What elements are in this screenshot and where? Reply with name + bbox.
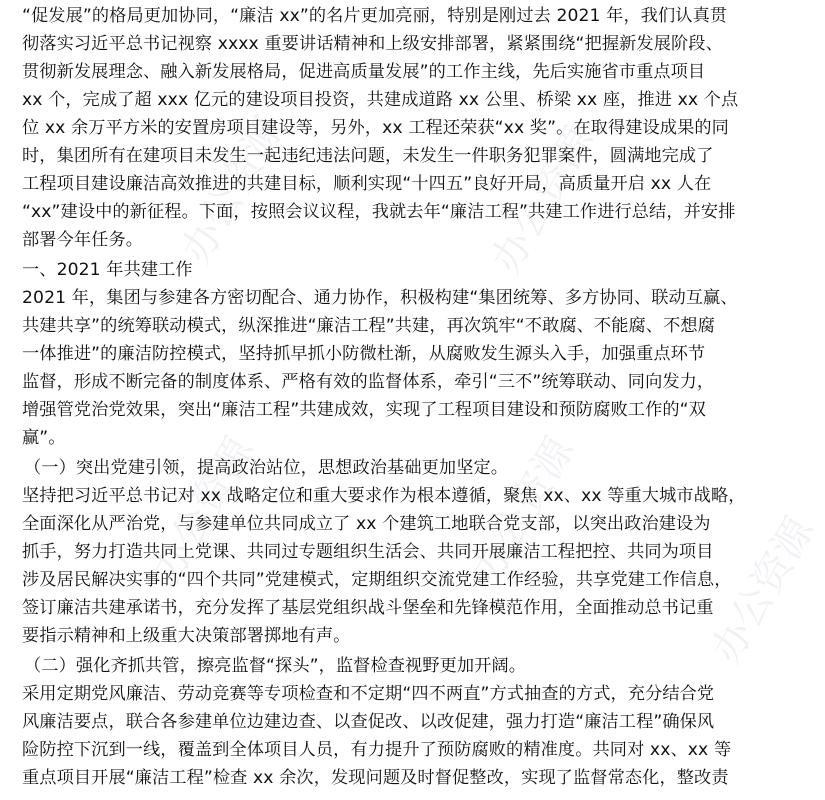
paragraph-line: 风廉洁要点，联合各参建单位边建边查、以查促改、以改促建，强力打造“廉洁工程”确保风 [22,712,715,732]
paragraph-line: 全面深化从严治党，与参建单位共同成立了 xx 个建筑工地联合党支部，以突出政治建设为 [22,514,711,534]
paragraph-line: 部署今年任务。 [22,230,144,250]
paragraph-line: 签订廉洁共建承诺书，充分发挥了基层党组织战斗堡垒和先锋模范作用，全面推动总书记重 [22,598,714,618]
paragraph-line: 工程项目建设廉洁高效推进的共建目标，顺利实现“十四五”良好开局，高质量开启 xx 人在 [22,174,712,194]
paragraph-line: 赢”。 [22,428,66,448]
paragraph-line: 共建共享”的统筹联动模式，纵深推进“廉洁工程”共建，再次筑牢“不敢腐、不能腐、不想腐 [22,316,715,336]
paragraph-line: 重点项目开展“廉洁工程”检查 xx 余次，发现问题及时督促整改，实现了监督常态化，整改责 [22,768,729,788]
subsection-heading: （一）突出党建引领，提高政治站位，思想政治基础更加坚定。 [24,458,509,478]
watermark: 办公资源 [463,429,583,592]
paragraph-line: 一体推进”的廉洁防控模式，坚持抓早抓小防微杜渐，从腐败发生源头入手，加强重点环节 [22,344,706,364]
paragraph-line: 要指示精神和上级重大决策部署掷地有声。 [22,626,351,646]
paragraph-line: 险防控下沉到一线，覆盖到全体项目人员，有力提升了预防腐败的精准度。共同对 xx、xx 等 [22,740,732,760]
paragraph-line: 增强管党治党效果，突出“廉洁工程”共建成效，实现了工程项目建设和预防腐败工作的“双 [22,400,706,420]
paragraph-line: “xx”建设中的新征程。下面，按照会议议程，我就去年“廉洁工程”共建工作进行总结，并安排 [22,202,736,222]
paragraph-line: 时，集团所有在建项目未发生一起违纪违法问题，未发生一件职务犯罪案件，圆满地完成了 [22,146,714,166]
subsection-heading: （二）强化齐抓共管，擦亮监督“探头”，监督检查视野更加开阔。 [24,656,527,676]
watermark: 办公资源 [143,429,263,592]
watermark: 办公资源 [703,509,823,672]
paragraph-line: 彻落实习近平总书记视察 xxxx 重要讲话精神和上级安排部署，紧紧围绕“把握新发展阶段、 [22,34,723,54]
paragraph-line: 采用定期党风廉洁、劳动竞赛等专项检查和不定期“四不两直”方式抽查的方式，充分结合党 [22,684,715,704]
paragraph-line: 贯彻新发展理念、融入新发展格局，促进高质量发展”的工作主线，先后实施省市重点项目 [22,62,706,82]
paragraph-line: 监督，形成不断完备的制度体系、严格有效的监督体系，牵引“三不”统筹联动、同向发力， [22,372,715,392]
paragraph-line: “促发展”的格局更加协同，“廉洁 xx”的名片更加亮丽，特别是刚过去 2021 年，我们认真贯 [22,6,728,26]
watermark: 办公资源 [173,109,293,272]
watermark: 办公资源 [483,119,603,282]
paragraph-line: 抓手，努力打造共同上党课、共同过专题组织生活会、共同开展廉洁工程把控、共同为项目 [22,542,714,562]
paragraph-line: 位 xx 余万平方米的安置房项目建设等，另外，xx 工程还荣获“xx 奖”。在取得建设成果的同 [22,118,729,138]
paragraph-line: xx 个，完成了超 xxx 亿元的建设项目投资，共建成道路 xx 公里、桥梁 xx 座，推进 xx 个点 [22,90,739,110]
section-heading: 一、2021 年共建工作 [22,260,193,280]
paragraph-line: 坚持把习近平总书记对 xx 战略定位和重大要求作为根本遵循，聚焦 xx、xx 等重大城市战略， [22,486,746,506]
paragraph-line: 2021 年，集团与参建各方密切配合、通力协作，积极构建“集团统筹、多方协同、联动互赢、 [22,288,738,308]
paragraph-line: 涉及居民解决实事的“四个共同”党建模式，定期组织交流党建工作经验，共享党建工作信息， [22,570,732,590]
